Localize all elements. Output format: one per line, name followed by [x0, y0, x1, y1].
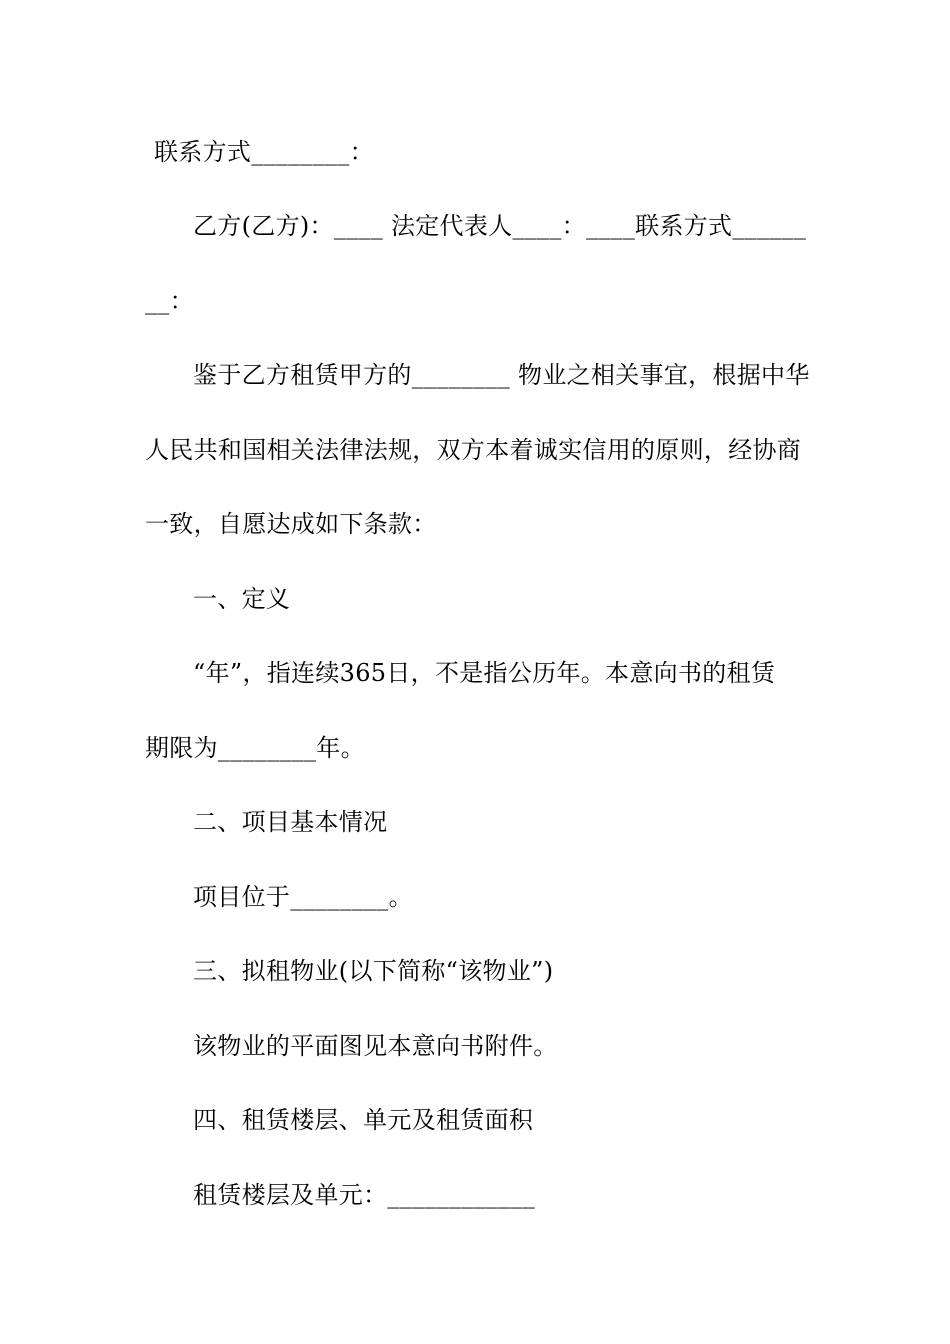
party-a-contact-line: 联系方式________：	[154, 138, 374, 166]
section-heading-property: 三、拟租物业(以下简称“该物业”)	[193, 957, 554, 985]
definition-year-line-1: “年”，指连续365日，不是指公历年。本意向书的租赁	[193, 659, 776, 687]
preamble-paragraph-line-1: 鉴于乙方租赁甲方的________ 物业之相关事宜，根据中华	[193, 361, 810, 389]
section-heading-definitions: 一、定义	[193, 585, 291, 613]
party-b-info-continued: __：	[145, 287, 194, 315]
preamble-paragraph-line-3: 一致，自愿达成如下条款：	[145, 510, 437, 538]
property-floorplan-line: 该物业的平面图见本意向书附件。	[193, 1032, 558, 1060]
party-b-info-line: 乙方(乙方)：____ 法定代表人____：____联系方式______	[193, 212, 807, 240]
section-heading-project-info: 二、项目基本情况	[193, 808, 388, 836]
preamble-paragraph-line-2: 人民共和国相关法律法规，双方本着诚实信用的原则，经协商	[145, 436, 802, 464]
definition-year-line-2: 期限为________年。	[145, 734, 365, 762]
section-heading-floor-area: 四、租赁楼层、单元及租赁面积	[193, 1106, 534, 1134]
floor-unit-line: 租赁楼层及单元：____________	[193, 1181, 535, 1209]
project-location-line: 项目位于________。	[193, 883, 413, 911]
